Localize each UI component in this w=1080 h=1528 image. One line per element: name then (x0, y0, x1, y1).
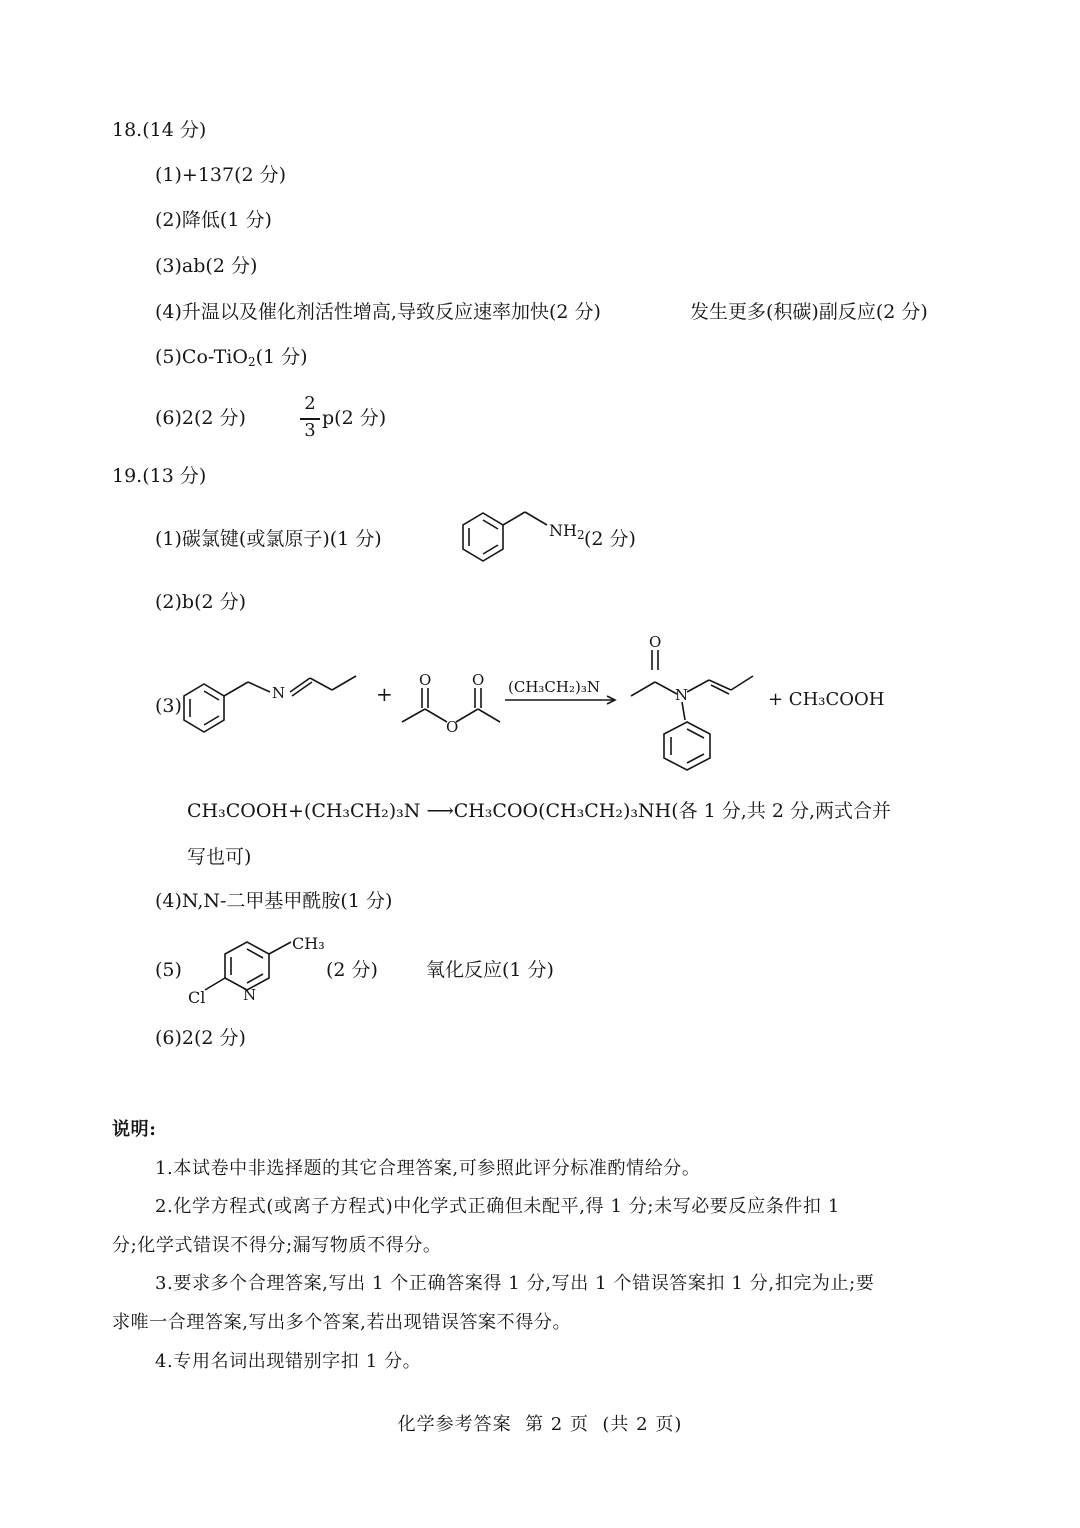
amide-n-atom: N (675, 686, 689, 704)
anhydride-o-atom-1: O (419, 671, 432, 689)
pyridine-cl-label: Cl (188, 988, 206, 1007)
q18-answer-1: (1)+137(2 分) (155, 164, 287, 186)
q18-answer-3: (3)ab(2 分) (155, 255, 258, 277)
q18-answer-4-right: 发生更多(积碳)副反应(2 分) (690, 301, 928, 323)
q19-answer-5-label: (5) (155, 959, 182, 981)
fraction-denominator: 3 (304, 420, 316, 441)
q19-answer-6: (6)2(2 分) (155, 1027, 246, 1049)
note-4: 4.专用名词出现错别字扣 1 分。 (155, 1351, 422, 1372)
q19-answer-3-equation: CH₃COOH+(CH₃CH₂)₃N ⟶CH₃COO(CH₃CH₂)₃NH(各 1 分,共 2 分,两式合并 (187, 800, 892, 822)
reaction-arrow-icon (505, 694, 620, 706)
q19-answer-5-reaction: 氧化反应(1 分) (426, 959, 554, 981)
q19-answer-1-score: (2 分) (584, 528, 636, 550)
imine-structure-icon (180, 668, 370, 748)
q18-answer-6-tail: p(2 分) (322, 407, 387, 429)
note-2-line-1: 2.化学方程式(或离子方程式)中化学式正确但未配平,得 1 分;未写必要反应条件扣 1 (155, 1196, 840, 1217)
q19-answer-2: (2)b(2 分) (155, 591, 247, 613)
amide-product-structure-icon (625, 632, 775, 782)
q18-answer-6-left: (6)2(2 分) (155, 407, 246, 429)
q18-answer-2: (2)降低(1 分) (155, 209, 272, 231)
nh2-label (549, 519, 585, 543)
q19-answer-5-score: (2 分) (326, 959, 378, 981)
reaction-byproduct: + CH₃COOH (768, 689, 885, 710)
q19-answer-3-label: (3) (155, 695, 182, 717)
q18-answer-5-subscript: 2 (247, 355, 256, 369)
amide-o-atom: O (649, 633, 662, 651)
q18-answer-5-formula: (5)Co-TiO (155, 346, 248, 368)
q19-answer-4: (4)N,N-二甲基甲酰胺(1 分) (155, 890, 393, 912)
reaction-reagent-label: (CH₃CH₂)₃N (508, 678, 600, 696)
q18-answer-5 (155, 345, 308, 369)
page-footer: 化学参考答案 第 2 页 (共 2 页) (397, 1414, 683, 1435)
note-2-line-2: 分;化学式错误不得分;漏写物质不得分。 (112, 1235, 442, 1256)
reaction-plus-1: + (376, 682, 393, 706)
nh2-text: NH (549, 521, 577, 540)
fraction-numerator: 2 (304, 393, 316, 414)
notes-title: 说明: (112, 1119, 157, 1140)
note-1: 1.本试卷中非选择题的其它合理答案,可参照此评分标准酌情给分。 (155, 1158, 701, 1179)
imine-n-atom: N (272, 684, 286, 702)
nh2-subscript: 2 (576, 528, 585, 542)
q19-header: 19.(13 分) (112, 465, 207, 487)
acetic-anhydride-structure-icon (400, 670, 510, 740)
pyridine-n-atom: N (243, 986, 257, 1004)
note-3-line-1: 3.要求多个合理答案,写出 1 个正确答案得 1 分,写出 1 个错误答案扣 1 分,扣完为止;要 (155, 1273, 875, 1294)
q19-answer-3-equation-cont: 写也可) (187, 846, 252, 868)
anhydride-o-atom-bridge: O (446, 718, 459, 736)
q19-answer-1-left: (1)碳氯键(或氯原子)(1 分) (155, 528, 382, 550)
q18-answer-4-left: (4)升温以及催化剂活性增高,导致反应速率加快(2 分) (155, 301, 601, 323)
anhydride-o-atom-2: O (472, 671, 485, 689)
q18-answer-5-score: (1 分) (255, 346, 308, 368)
note-3-line-2: 求唯一合理答案,写出多个答案,若出现错误答案不得分。 (112, 1312, 572, 1333)
pyridine-ch3-label: CH₃ (292, 934, 325, 953)
q18-header: 18.(14 分) (112, 119, 207, 141)
